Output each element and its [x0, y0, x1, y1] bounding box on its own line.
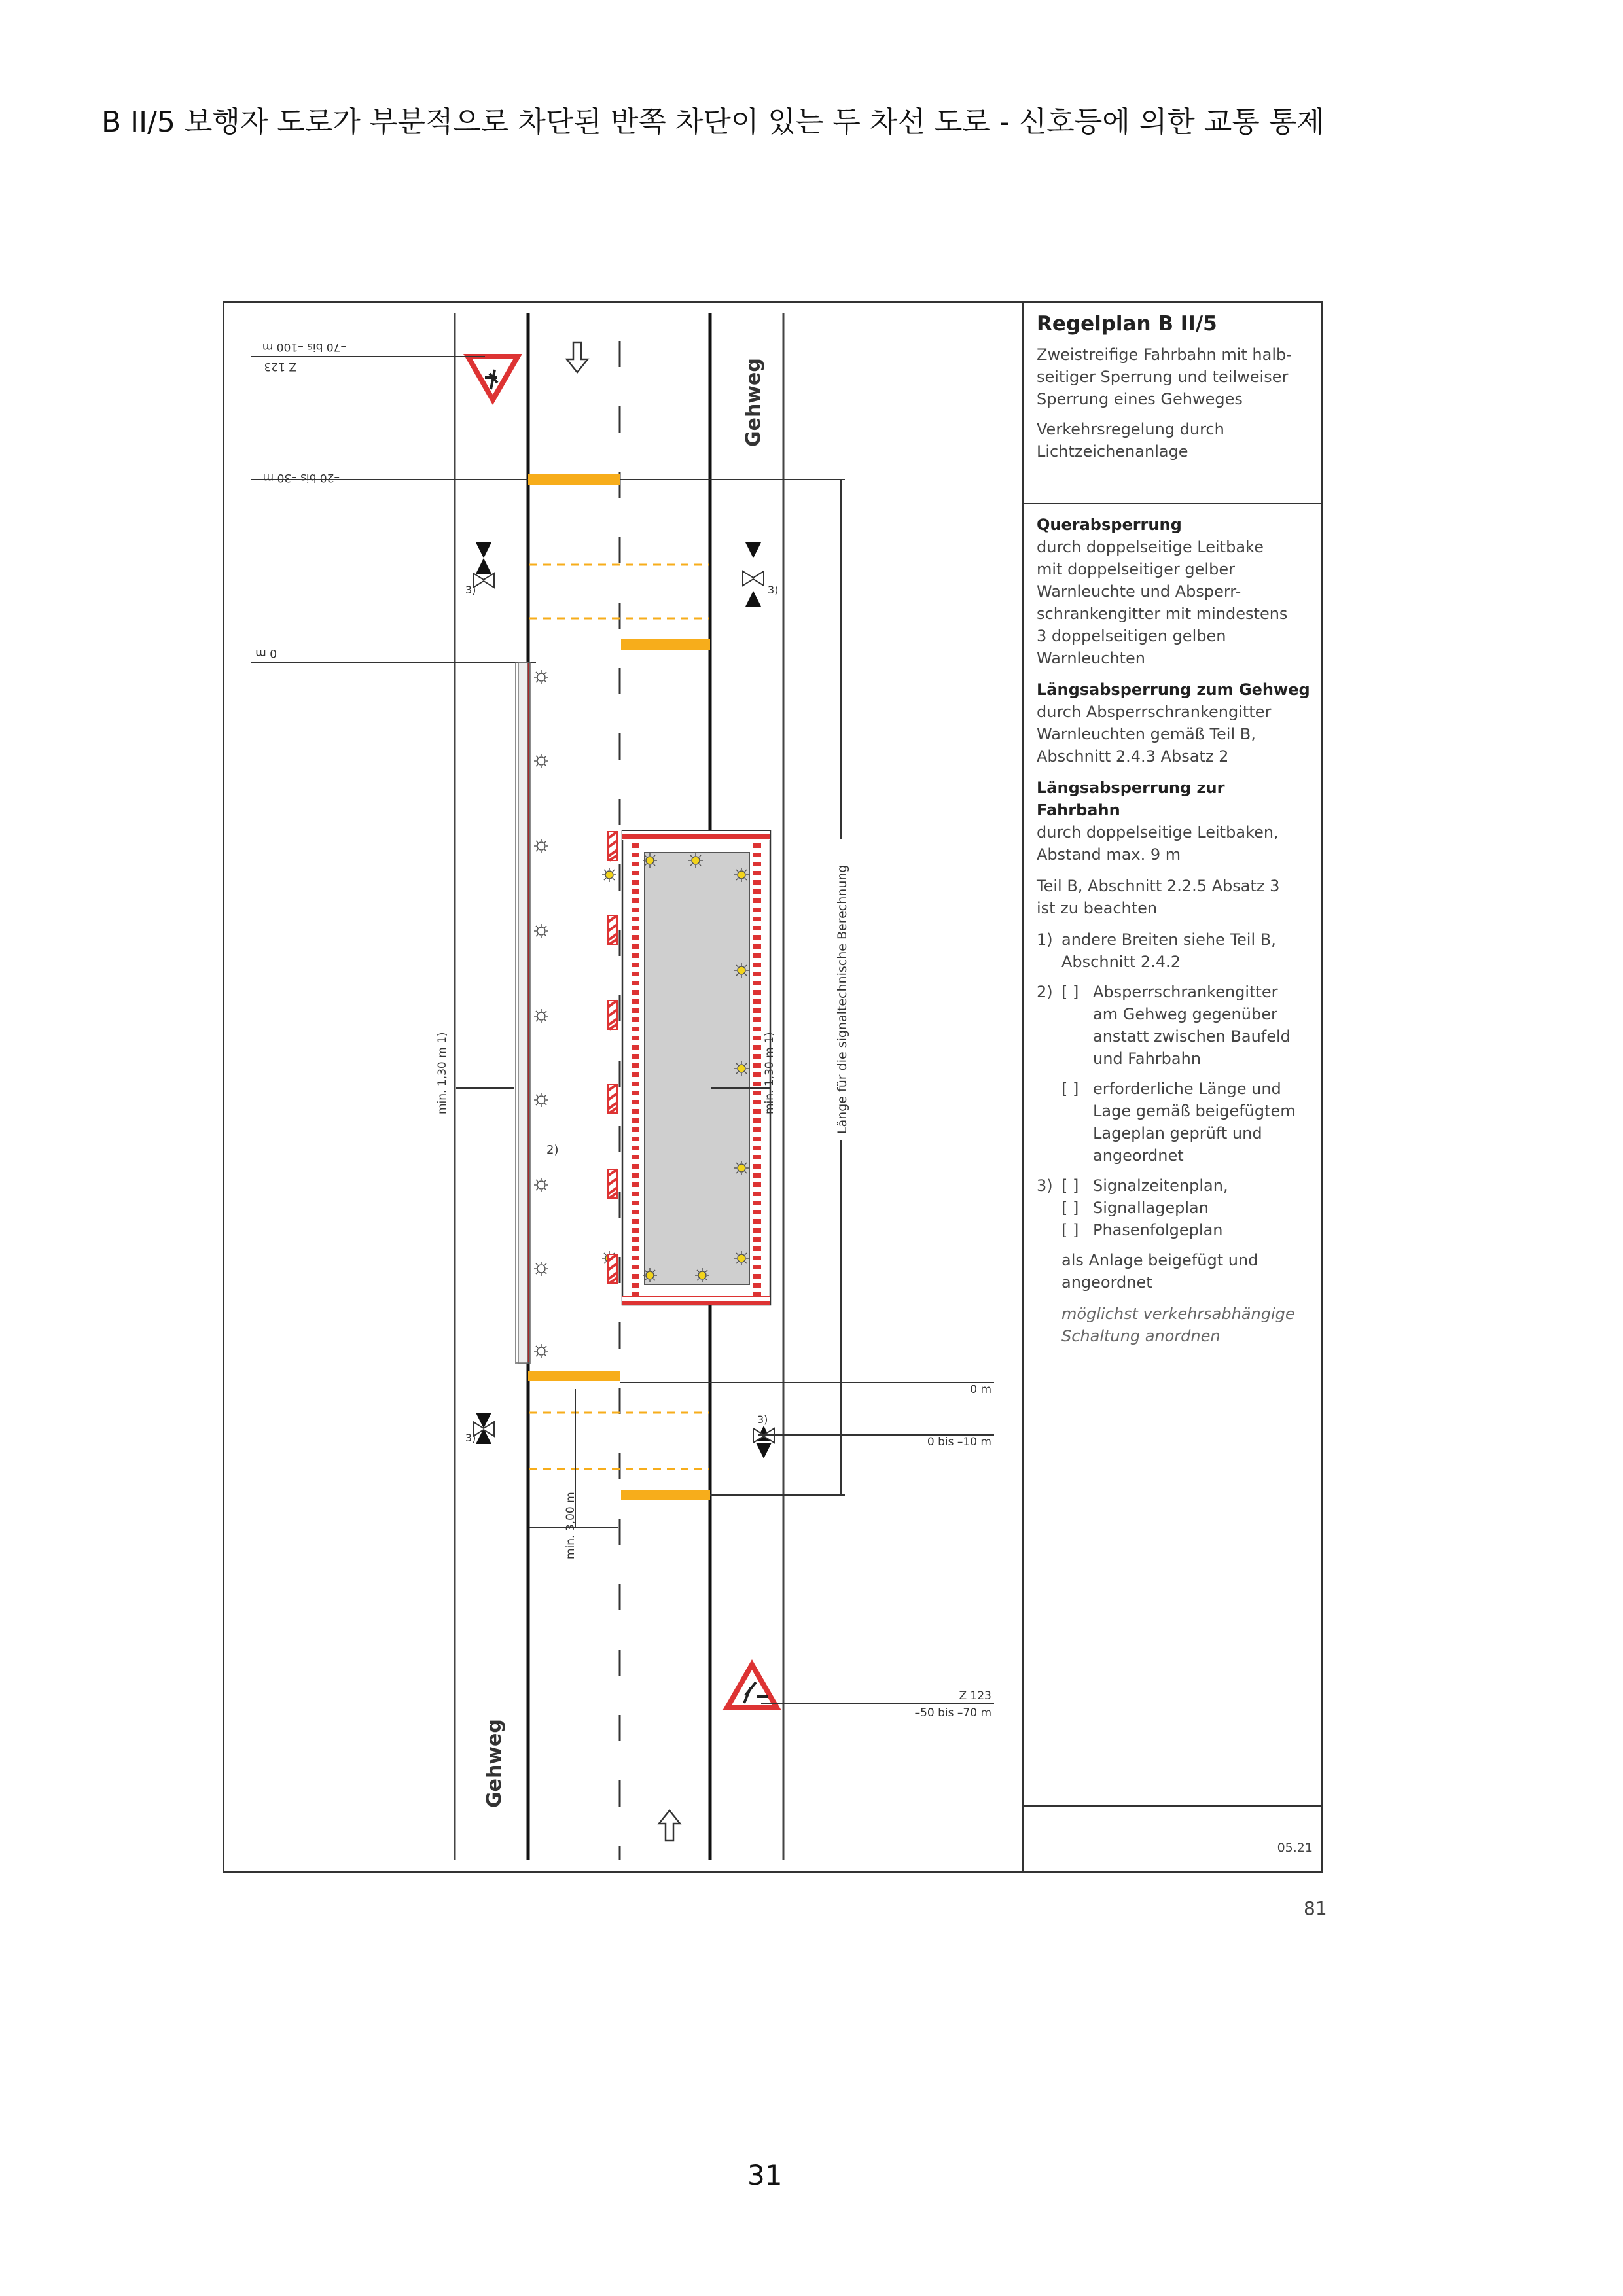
gehweg-label-left: Gehweg: [483, 1719, 506, 1808]
signal-right-distance: 0 bis –10 m: [927, 1436, 991, 1449]
note-3-italic: möglichst verkehrsabhängige Schaltung anordnen: [1061, 1305, 1295, 1345]
panel-body: [1024, 504, 1323, 1813]
note-3a-checkbox: [ ]: [1061, 1176, 1079, 1195]
note-3b-checkbox: [ ]: [1061, 1199, 1079, 1217]
construction-area: [602, 831, 770, 1305]
legend-panel: [1022, 303, 1323, 1871]
regelplan-subtitle: Zweistreifige Fahrbahn mit halb- seitiger Sperrung und teilweiser Sperrung eines Gehweges: [1037, 345, 1292, 408]
signal-note-marker-2: 3): [768, 584, 779, 596]
note-2: [1037, 981, 1310, 1070]
signal-note-marker-3: 3): [465, 1432, 476, 1444]
signal-note-marker-4: 3): [757, 1413, 768, 1426]
note-3c-text: Phasenfolgeplan: [1093, 1221, 1223, 1239]
stop-line-right-bottom: [621, 1490, 710, 1500]
note-2a-text: Absperrschrankengitter am Gehweg gegenüber anstatt zwischen Baufeld und Fahrbahn: [1093, 983, 1291, 1068]
arrow-down-icon: [567, 342, 588, 372]
note-3-number: 3): [1037, 1176, 1053, 1195]
gehweg-barrier-fence-inner: [518, 663, 527, 1363]
signal-note-marker-1: 3): [465, 584, 476, 596]
note-3c: [1061, 1219, 1310, 1241]
zero-top-distance: 0 m: [255, 646, 277, 660]
arrow-up-icon: [659, 1810, 680, 1841]
revision-date: 05.21: [1277, 1841, 1313, 1855]
note-3-after: als Anlage beigefügt und angeordnet: [1061, 1251, 1258, 1292]
note-2a-checkbox: [ ]: [1061, 983, 1079, 1001]
note-1-number: 1): [1037, 930, 1053, 949]
note-1-text: andere Breiten siehe Teil B, Abschnitt 2.4.2: [1061, 930, 1276, 971]
traffic-signal-top-left: [465, 542, 494, 596]
traffic-signal-bottom-left: [465, 1413, 494, 1444]
laengs-fahrbahn-heading: Längsabsperrung zur Fahrbahn: [1037, 779, 1225, 819]
querabsperrung-text: durch doppelseitige Leitbake mit doppelseitiger gelber Warnleuchte und Absperr- schrankengitter mit mindestens 3 doppelseitigen gelben Warnleuchten: [1037, 538, 1288, 667]
teil-b-note: Teil B, Abschnitt 2.2.5 Absatz 3 ist zu beachten: [1037, 877, 1280, 917]
sign-top-code: Z 123: [264, 360, 296, 373]
note-3b: [1061, 1197, 1310, 1219]
gehweg-label-right: Gehweg: [742, 358, 765, 447]
length-label: Länge für die signaltechnische Berechnung: [835, 864, 849, 1134]
laengs-gehweg-heading: Längsabsperrung zum Gehweg: [1037, 680, 1310, 699]
sign-bottom-range: –50 bis –70 m: [914, 1706, 991, 1720]
leitbaken-row: [608, 832, 617, 1283]
stop-line-bottom: [528, 1371, 620, 1381]
regelplan-regelung: Verkehrsregelung durch Lichtzeichenanlage: [1037, 420, 1224, 461]
note-2b-checkbox: [ ]: [1061, 1080, 1079, 1098]
note-3a-text: Signalzeitenplan,: [1093, 1176, 1228, 1195]
note-2-number: 2): [1037, 983, 1053, 1001]
stop-line-right-top: [621, 639, 710, 650]
panel-header: [1024, 303, 1323, 504]
traffic-diagram: [224, 303, 1022, 1871]
note-3c-checkbox: [ ]: [1061, 1221, 1079, 1239]
note-2b: [1061, 1078, 1310, 1167]
querabsperrung-heading: Querabsperrung: [1037, 516, 1182, 534]
regelplan-figure: [223, 301, 1323, 1873]
traffic-signal-bottom-right: [753, 1413, 774, 1458]
page-number: 31: [747, 2159, 783, 2191]
panel-footer: [1024, 1805, 1323, 1871]
barrier-top-distance: –20 bis –30 m: [262, 471, 340, 484]
regelplan-title: Regelplan B II/5: [1037, 312, 1217, 336]
sign-top-range: –70 bis –100 m: [262, 340, 346, 353]
gehweg-warning-lamps: [534, 670, 548, 1358]
min-300-label: min. 3,00 m: [564, 1492, 577, 1559]
zero-right-distance: 0 m: [970, 1383, 991, 1396]
note-2b-text: erforderliche Länge und Lage gemäß beigefügtem Lageplan geprüft und angeordnet: [1093, 1080, 1296, 1165]
stop-line-top: [528, 474, 620, 485]
figure-page-number: 81: [1304, 1898, 1327, 1919]
min-130-right: min. 1,30 m 1): [763, 1032, 776, 1114]
sign-bottom-code: Z 123: [959, 1689, 991, 1703]
note-3: [1037, 1174, 1310, 1197]
fence-note-marker: 2): [546, 1143, 559, 1157]
laengs-fahrbahn-text: durch doppelseitige Leitbaken, Abstand max. 9 m: [1037, 823, 1279, 864]
page-title: B II/5 보행자 도로가 부분적으로 차단된 반쪽 차단이 있는 두 차선 도로 - 신호등에 의한 교통 통제: [101, 105, 1325, 139]
traffic-signal-top-right: [743, 542, 778, 607]
laengs-gehweg-text: durch Absperrschrankengitter Warnleuchten gemäß Teil B, Abschnitt 2.4.3 Absatz 2: [1037, 703, 1272, 766]
note-3b-text: Signallageplan: [1093, 1199, 1209, 1217]
min-130-left: min. 1,30 m 1): [436, 1032, 449, 1114]
note-1: [1037, 928, 1310, 973]
